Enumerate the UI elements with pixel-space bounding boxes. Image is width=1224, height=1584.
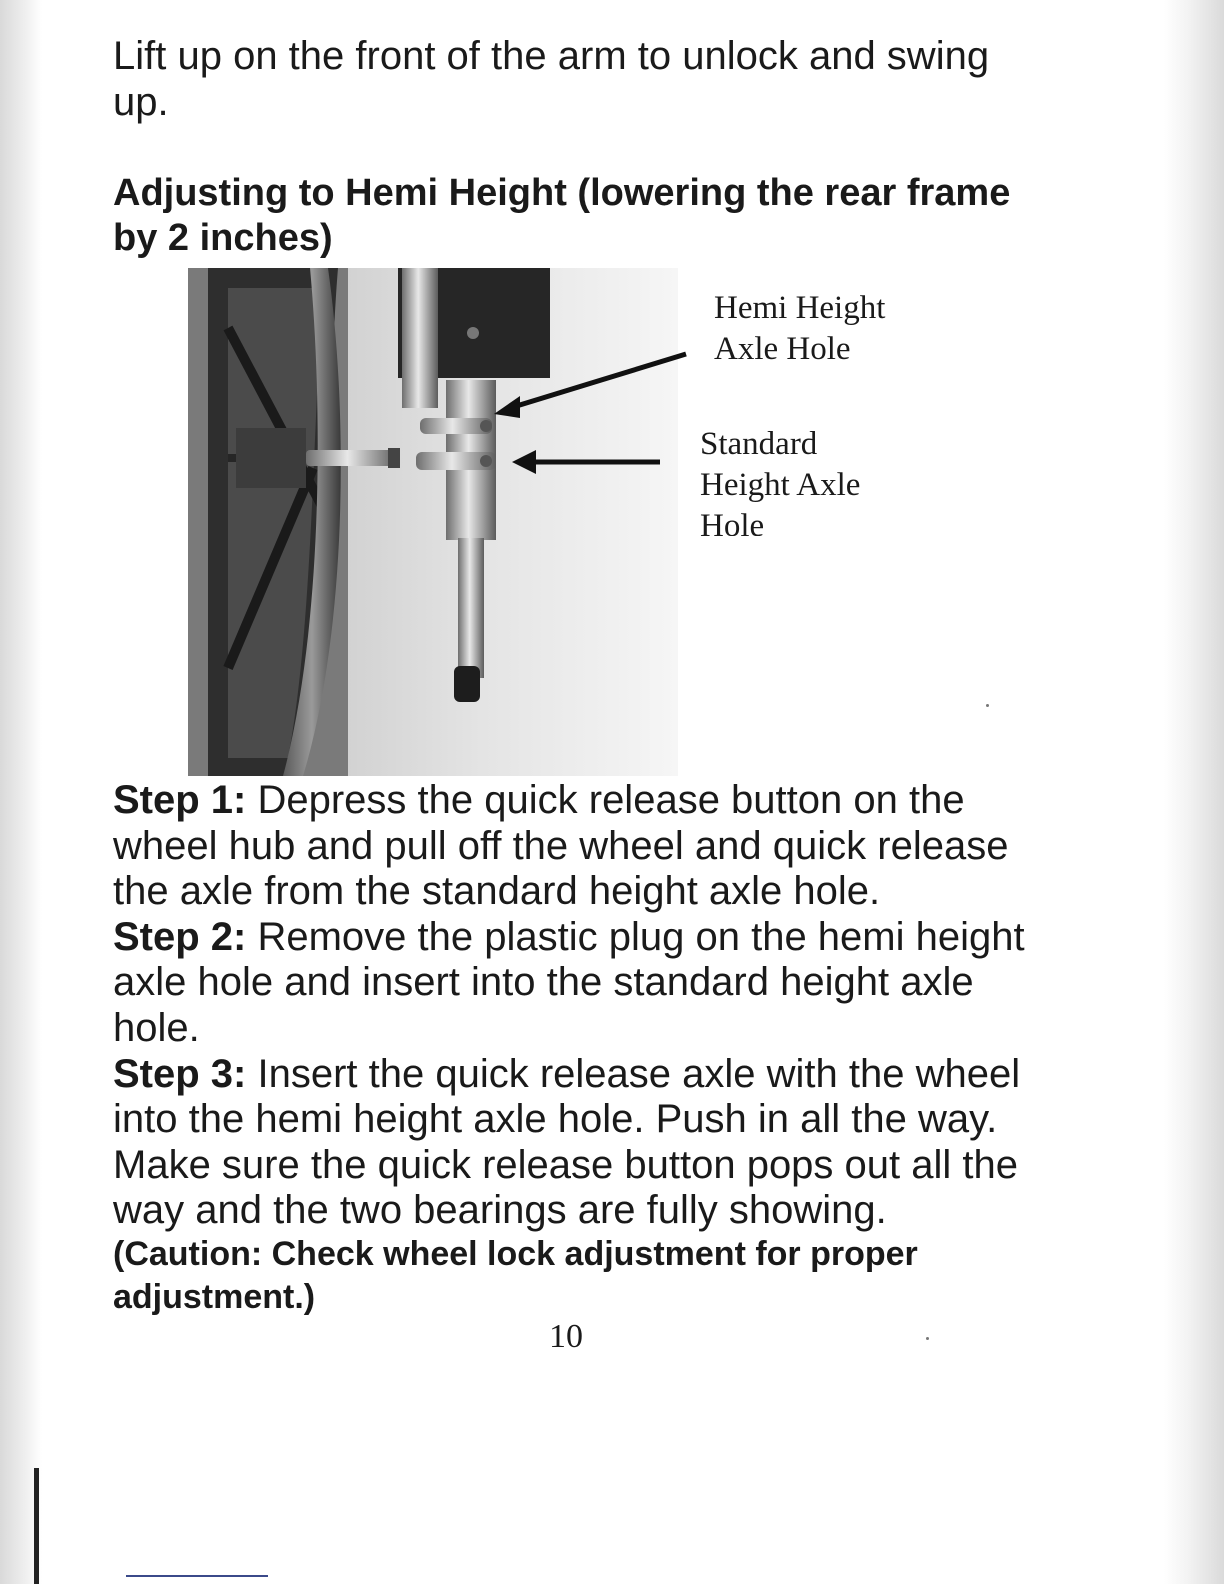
step-text: Insert the quick release axle with the wheel into the hemi height axle hole. Push in all the way. Make sure the quick release button pops out all the way and the two bearings are fully showing. — [113, 1051, 1021, 1233]
scan-underline-mark — [126, 1575, 268, 1577]
binding-mark — [34, 1468, 39, 1584]
caution-note: (Caution: Check wheel lock adjustment for proper adjustment.) — [113, 1235, 918, 1316]
page-number: 10 — [549, 1318, 583, 1355]
callout-line: Standard — [700, 426, 818, 462]
step-text: Remove the plastic plug on the hemi height axle hole and insert into the standard height axle hole. — [113, 914, 1025, 1050]
section-heading: Adjusting to Hemi Height (lowering the rear frame by 2 inches) — [113, 172, 1011, 259]
step-label: Step 2: — [113, 914, 247, 959]
callout-line: Hemi Height — [714, 290, 886, 326]
step-item — [113, 778, 1043, 915]
hemi-arrow-line — [510, 354, 686, 408]
callout-hemi-height — [714, 288, 944, 370]
callout-standard-height — [700, 424, 920, 536]
scan-speck — [986, 704, 989, 707]
standard-arrow-head — [512, 450, 536, 474]
hemi-arrow-head — [494, 396, 520, 418]
step-item — [113, 915, 1043, 1052]
step-text: Depress the quick release button on the wheel hub and pull off the wheel and quick release the axle from the standard height axle hole. — [113, 778, 1009, 914]
step-item — [113, 1052, 1043, 1234]
scan-shadow-left — [0, 0, 42, 1584]
callout-arrows — [490, 340, 700, 490]
scan-speck — [926, 1337, 929, 1340]
callout-line: Height Axle — [700, 467, 861, 503]
step-label: Step 3: — [113, 1051, 247, 1096]
scan-shadow-right — [1164, 0, 1224, 1584]
callout-line: Hole — [700, 508, 765, 536]
steps-list — [113, 778, 1043, 1234]
intro-paragraph: Lift up on the front of the arm to unlock and swing up. — [113, 34, 990, 124]
step-label: Step 1: — [113, 778, 247, 822]
callout-line: Axle Hole — [714, 331, 851, 367]
